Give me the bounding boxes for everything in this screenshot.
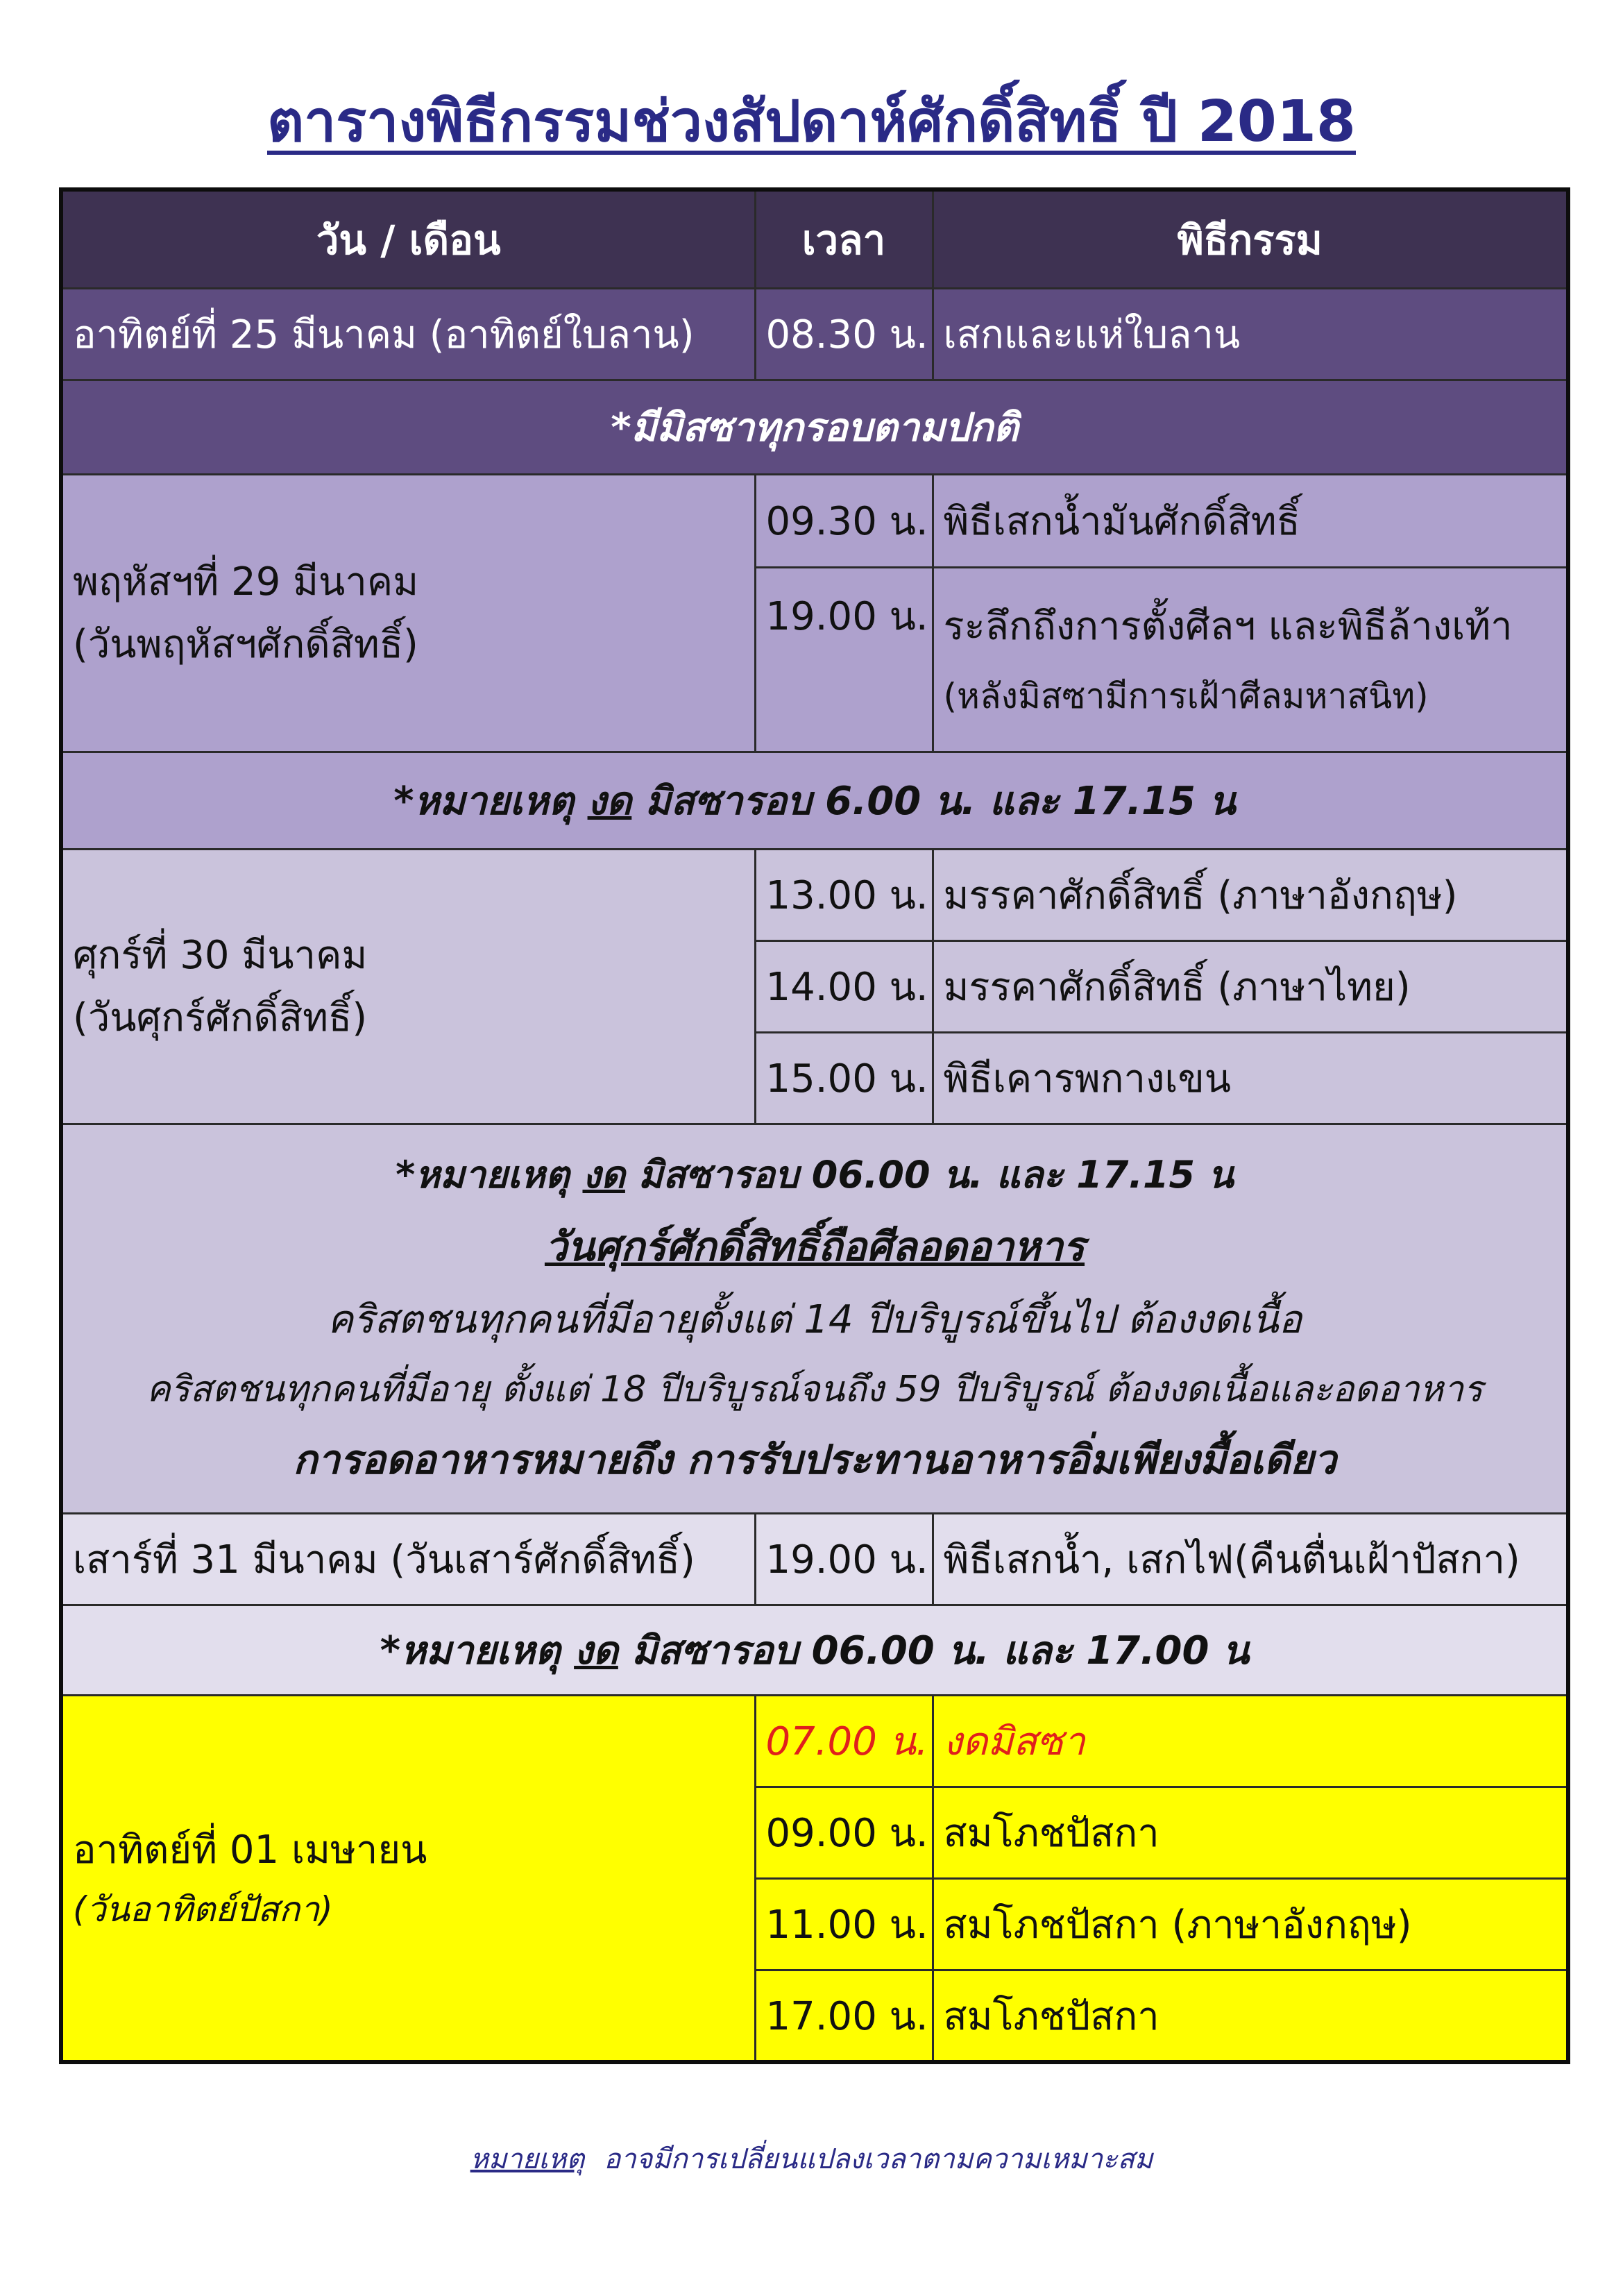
thursday-note-rest: มิสซารอบ 6.00 น. และ 17.15 น — [631, 779, 1236, 824]
thursday-ceremony-2-sub: (หลังมิสซามีการเฝ้าศีลมหาสนิท) — [943, 676, 1429, 717]
table-row — [61, 1124, 1568, 1514]
easter-ceremony-1: งดมิสซา — [933, 1696, 1568, 1787]
saturday-note-rest: มิสซารอบ 06.00 น. และ 17.00 น — [618, 1628, 1250, 1674]
thursday-time-2: 19.00 น. — [755, 568, 933, 752]
thursday-ceremony-2-main: ระลึกถึงการตั้งศีลฯ และพิธีล้างเท้า — [943, 603, 1513, 649]
easter-time-3: 11.00 น. — [755, 1879, 933, 1970]
footnote-text: อาจมีการเปลี่ยนแปลงเวลาตามความเหมาะสม — [604, 2143, 1153, 2175]
friday-note-cancel: งด — [582, 1153, 625, 1197]
easter-time-2: 09.00 น. — [755, 1787, 933, 1879]
friday-note-prefix: *หมายเหตุ — [396, 1153, 583, 1197]
header-ceremony: พิธีกรรม — [933, 189, 1568, 289]
table-header-row — [61, 189, 1568, 289]
friday-time-3: 15.00 น. — [755, 1033, 933, 1124]
table-row — [61, 850, 1568, 941]
thursday-time-1: 09.30 น. — [755, 475, 933, 568]
thursday-ceremony-2 — [933, 568, 1568, 752]
palm-sunday-time: 08.30 น. — [755, 289, 933, 380]
palm-sunday-ceremony: เสกและแห่ใบลาน — [933, 289, 1568, 380]
friday-note — [70, 1140, 1559, 1210]
friday-ceremony-1: มรรคาศักดิ์สิทธิ์ (ภาษาอังกฤษ) — [933, 850, 1568, 941]
saturday-date: เสาร์ที่ 31 มีนาคม (วันเสาร์ศักดิ์สิทธิ์) — [61, 1514, 755, 1605]
friday-ceremony-3: พิธีเคารพกางเขน — [933, 1033, 1568, 1124]
table-row — [61, 752, 1568, 850]
footnote-label: หมายเหตุ — [470, 2143, 585, 2175]
footnote — [0, 2136, 1623, 2181]
saturday-note — [61, 1605, 1568, 1696]
fasting-line-1: คริสตชนทุกคนที่มีอายุตั้งแต่ 14 ปีบริบูรณ์ขึ้นไป ต้องงดเนื้อ — [327, 1297, 1302, 1343]
table-row — [61, 1514, 1568, 1605]
saturday-ceremony: พิธีเสกน้ำ, เสกไฟ(คืนตื่นเฝ้าปัสกา) — [933, 1514, 1568, 1605]
easter-date-line1: อาทิตย์ที่ 01 เมษายน — [73, 1827, 427, 1873]
thursday-date-line2: (วันพฤหัสฯศักดิ์สิทธิ์) — [73, 621, 418, 667]
page-title: ตารางพิธีกรรมช่วงสัปดาห์ศักดิ์สิทธิ์ ปี 2018 — [267, 89, 1356, 155]
header-time: เวลา — [755, 189, 933, 289]
easter-ceremony-4: สมโภชปัสกา — [933, 1970, 1568, 2062]
saturday-note-prefix: *หมายเหตุ — [380, 1628, 575, 1674]
fasting-title: วันศุกร์ศักดิ์สิทธิ์ถือศีลอดอาหาร — [544, 1222, 1085, 1270]
palm-sunday-date: อาทิตย์ที่ 25 มีนาคม (อาทิตย์ใบลาน) — [61, 289, 755, 380]
friday-time-1: 13.00 น. — [755, 850, 933, 941]
thursday-note-prefix: *หมายเหตุ — [393, 779, 588, 824]
table-row — [61, 1696, 1568, 1787]
friday-date-line1: ศุกร์ที่ 30 มีนาคม — [73, 932, 368, 978]
friday-note-rest: มิสซารอบ 06.00 น. และ 17.15 น — [624, 1153, 1234, 1197]
table-row — [61, 380, 1568, 475]
thursday-note — [61, 752, 1568, 850]
table-row — [61, 1605, 1568, 1696]
thursday-note-cancel: งด — [587, 779, 632, 824]
saturday-time: 19.00 น. — [755, 1514, 933, 1605]
easter-time-1: 07.00 น. — [755, 1696, 933, 1787]
header-date: วัน / เดือน — [61, 189, 755, 289]
friday-fasting-block — [61, 1124, 1568, 1514]
fasting-line-3: การอดอาหารหมายถึง การรับประทานอาหารอิ่มเพียงมื้อเดียว — [293, 1435, 1336, 1483]
friday-time-2: 14.00 น. — [755, 941, 933, 1033]
saturday-note-cancel: งด — [574, 1628, 618, 1674]
thursday-date-line1: พฤหัสฯที่ 29 มีนาคม — [73, 559, 419, 605]
easter-ceremony-3: สมโภชปัสกา (ภาษาอังกฤษ) — [933, 1879, 1568, 1970]
easter-date — [61, 1696, 755, 2062]
palm-sunday-note: *มีมิสซาทุกรอบตามปกติ — [61, 380, 1568, 475]
easter-date-line2: (วันอาทิตย์ปัสกา) — [73, 1889, 333, 1930]
friday-date-line2: (วันศุกร์ศักดิ์สิทธิ์) — [73, 995, 368, 1040]
schedule-table — [59, 187, 1570, 2064]
table-row — [61, 289, 1568, 380]
easter-ceremony-2: สมโภชปัสกา — [933, 1787, 1568, 1879]
easter-time-4: 17.00 น. — [755, 1970, 933, 2062]
table-row — [61, 475, 1568, 568]
fasting-line-2: คริสตชนทุกคนที่มีอายุ ตั้งแต่ 18 ปีบริบูรณ์จนถึง 59 ปีบริบูรณ์ ต้องงดเนื้อและอดอาหาร — [146, 1368, 1483, 1410]
thursday-ceremony-1: พิธีเสกน้ำมันศักดิ์สิทธิ์ — [933, 475, 1568, 568]
thursday-date — [61, 475, 755, 752]
friday-date — [61, 850, 755, 1124]
friday-ceremony-2: มรรคาศักดิ์สิทธิ์ (ภาษาไทย) — [933, 941, 1568, 1033]
